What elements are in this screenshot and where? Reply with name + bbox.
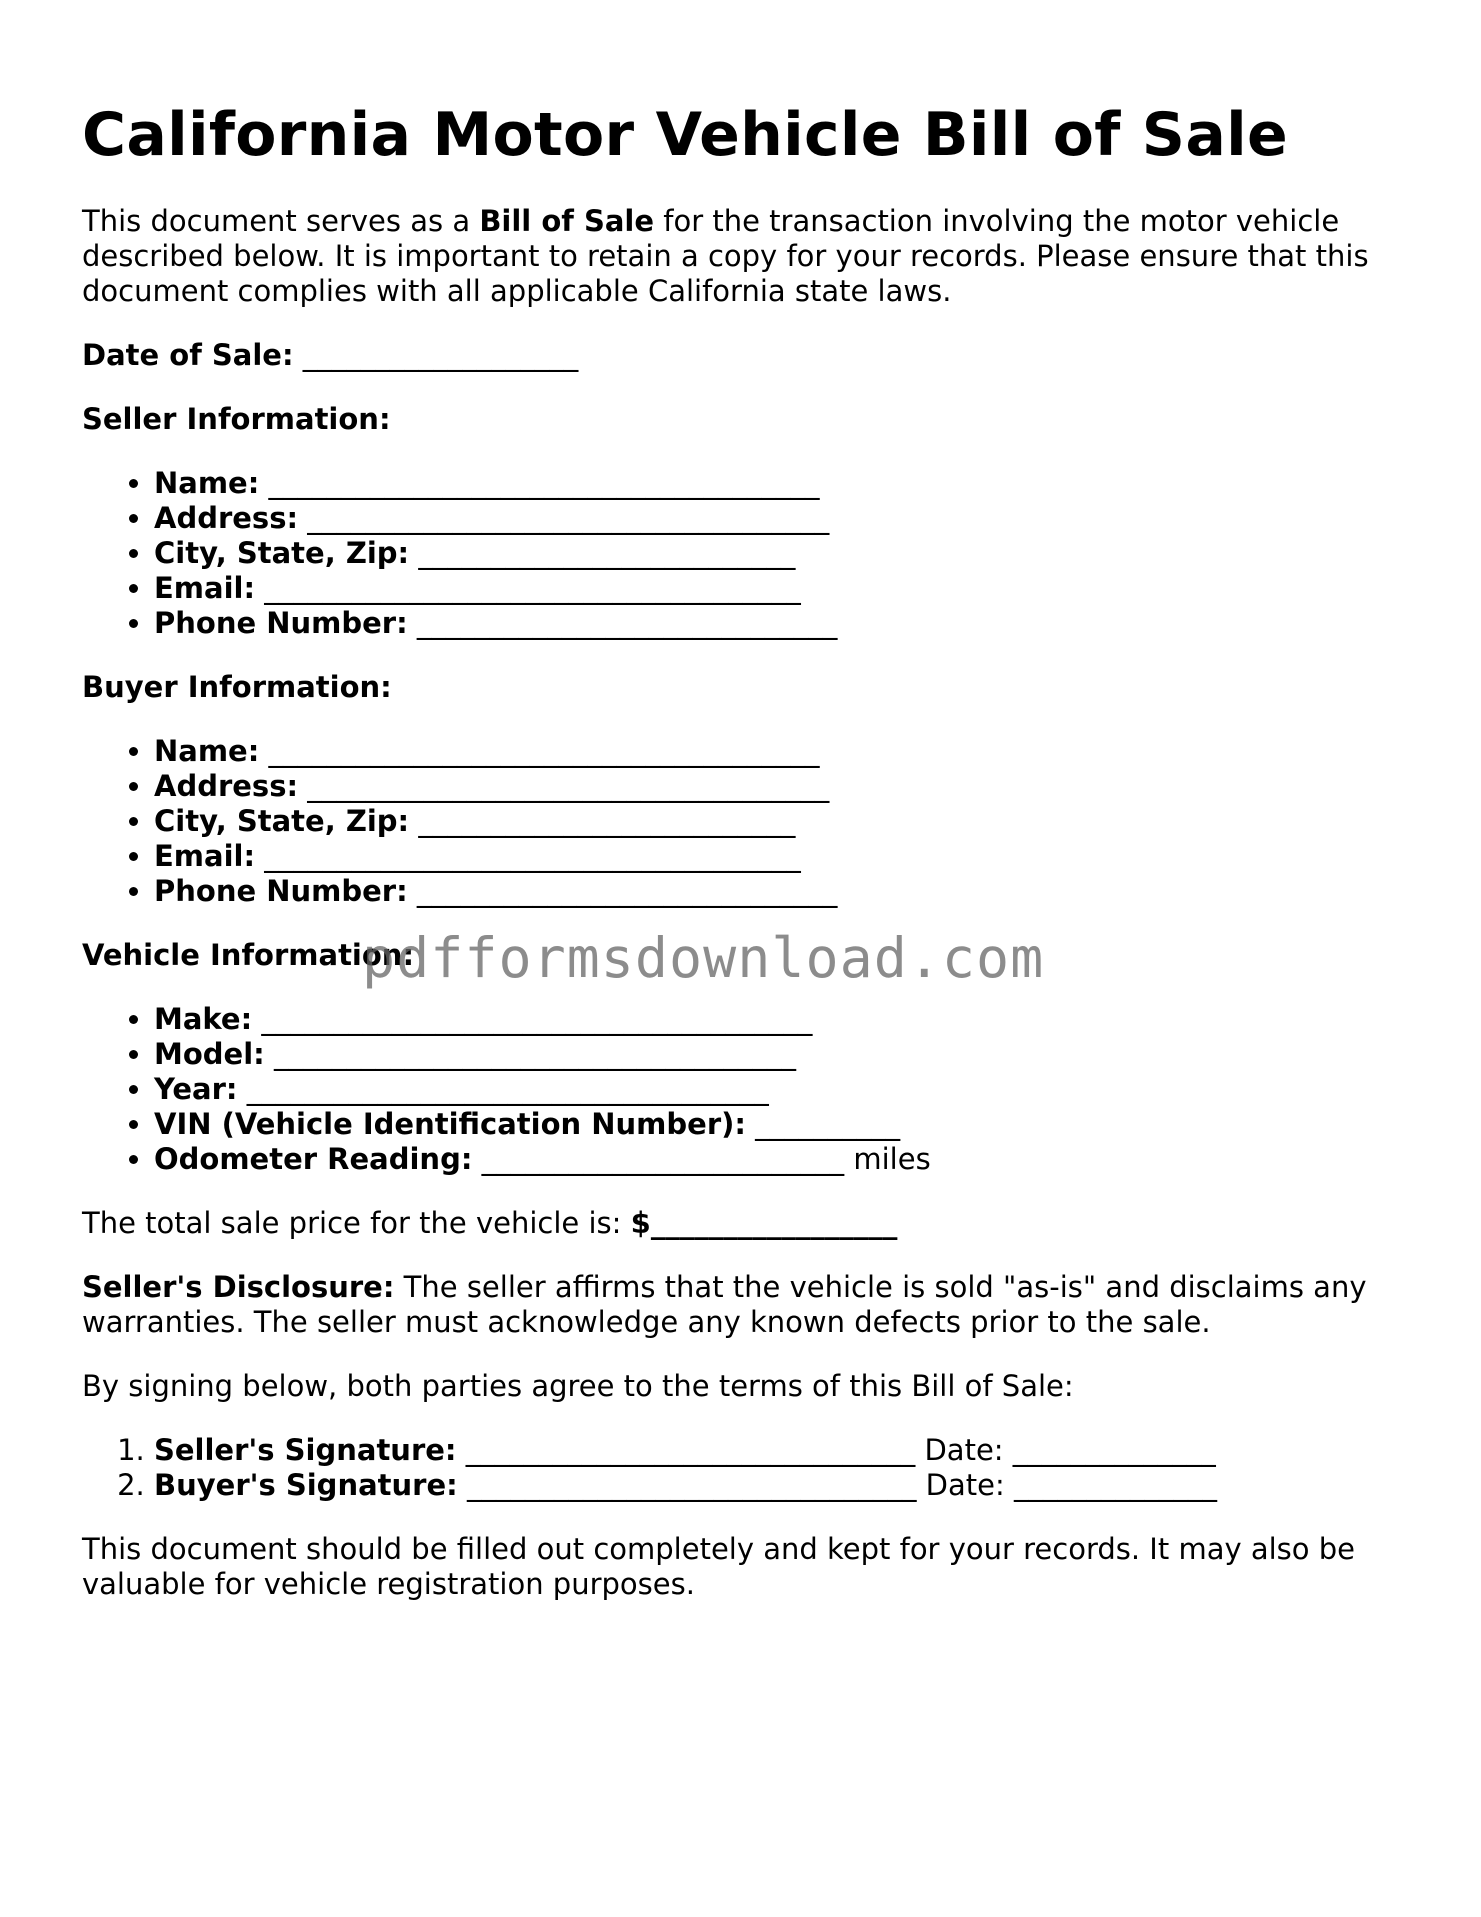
seller-name-blank[interactable]: ______________________________________ [259,466,820,500]
signature-label: Seller's Signature: [154,1433,457,1467]
intro-paragraph [82,204,1402,309]
signing-intro: By signing below, both parties agree to the terms of this Bill of Sale: [82,1369,1074,1403]
sale-price-text: The total sale price for the vehicle is: [82,1206,631,1240]
buyer-phone-blank[interactable]: _____________________________ [407,874,838,908]
vehicle-year-blank[interactable]: ____________________________________ [237,1072,769,1106]
document-title: California Motor Vehicle Bill of Sale [82,100,1288,170]
signature-list [82,1433,1402,1503]
vehicle-field-list [82,1002,1402,1177]
vehicle-model-field [154,1037,1402,1072]
field-label: Name: [154,466,260,500]
seller-city-state-zip-field [154,536,1402,571]
buyer-signature-date-blank[interactable]: ______________ [1004,1468,1217,1502]
field-label: Address: [154,501,299,535]
date-of-sale-field [82,338,1402,373]
seller-signature-line [154,1433,1402,1468]
vehicle-make-blank[interactable]: ______________________________________ [252,1002,813,1036]
date-label: Date: [916,1468,1005,1502]
seller-signature-blank[interactable]: _______________________________ [456,1433,916,1467]
field-label: Odometer Reading: [154,1142,473,1176]
signature-label: Buyer's Signature: [154,1468,458,1502]
closing-paragraph: This document should be filled out completely and kept for your records. It may also be valuable for vehicle registration purposes. [82,1532,1355,1601]
document-page [82,100,1402,1631]
field-label: Email: [154,571,256,605]
buyer-phone-field [154,874,1402,909]
intro-text-before: This document serves as a [82,204,480,238]
intro-bold-term: Bill of Sale [479,204,655,238]
watermark-text: pdfformsdownload.com [362,926,1045,990]
field-label: Phone Number: [154,874,408,908]
buyer-email-field [154,839,1402,874]
sale-price-blank[interactable]: $_________________ [630,1206,898,1240]
field-label: Year: [154,1072,238,1106]
field-label: Make: [154,1002,253,1036]
vehicle-year-field [154,1072,1402,1107]
buyer-signature-blank[interactable]: _______________________________ [457,1468,917,1502]
buyer-email-blank[interactable]: _____________________________________ [255,839,801,873]
seller-address-blank[interactable]: ____________________________________ [298,501,830,535]
seller-phone-blank[interactable]: _____________________________ [407,606,838,640]
vehicle-odometer-field [154,1142,1402,1177]
field-label: Email: [154,839,256,873]
seller-field-list [82,466,1402,641]
sale-price-field [82,1206,1402,1241]
date-label: Date: [915,1433,1004,1467]
seller-section-title: Seller Information: [82,402,391,436]
buyer-name-blank[interactable]: ______________________________________ [259,734,820,768]
buyer-signature-line [154,1468,1402,1503]
vehicle-model-blank[interactable]: ____________________________________ [264,1037,796,1071]
vehicle-vin-field [154,1107,1402,1142]
seller-email-field [154,571,1402,606]
field-label: Model: [154,1037,265,1071]
field-label: Name: [154,734,260,768]
intro-text-after: for the transaction involving the motor vehicle described below. It is important to retain a copy for your records. Please ensure that this document complies with all applicable California state laws. [82,204,1369,308]
buyer-address-field [154,769,1402,804]
seller-email-blank[interactable]: _____________________________________ [255,571,801,605]
field-label: VIN (Vehicle Identification Number): [154,1107,746,1141]
field-label: City, State, Zip: [154,536,410,570]
seller-name-field [154,466,1402,501]
buyer-section-title: Buyer Information: [82,670,392,704]
disclosure-label: Seller's Disclosure: [82,1270,395,1304]
seller-address-field [154,501,1402,536]
field-label: Address: [154,769,299,803]
vehicle-section-title: Vehicle Information: [82,938,415,972]
odometer-unit: miles [844,1142,931,1176]
seller-phone-field [154,606,1402,641]
vehicle-vin-blank[interactable]: __________ [745,1107,901,1141]
disclosure-text: The seller affirms that the vehicle is sold "as-is" and disclaims any warranties. The seller must acknowledge any known defects prior to the sale. [82,1270,1367,1339]
buyer-field-list [82,734,1402,909]
date-of-sale-label: Date of Sale: [82,338,294,372]
seller-disclosure [82,1270,1402,1340]
vehicle-odometer-blank[interactable]: _________________________ [472,1142,845,1176]
vehicle-make-field [154,1002,1402,1037]
buyer-city-state-zip-blank[interactable]: __________________________ [409,804,796,838]
buyer-address-blank[interactable]: ____________________________________ [298,769,830,803]
buyer-city-state-zip-field [154,804,1402,839]
buyer-name-field [154,734,1402,769]
field-label: Phone Number: [154,606,408,640]
date-of-sale-blank[interactable]: ___________________ [293,338,579,372]
field-label: City, State, Zip: [154,804,410,838]
seller-signature-date-blank[interactable]: ______________ [1003,1433,1216,1467]
seller-city-state-zip-blank[interactable]: __________________________ [409,536,796,570]
